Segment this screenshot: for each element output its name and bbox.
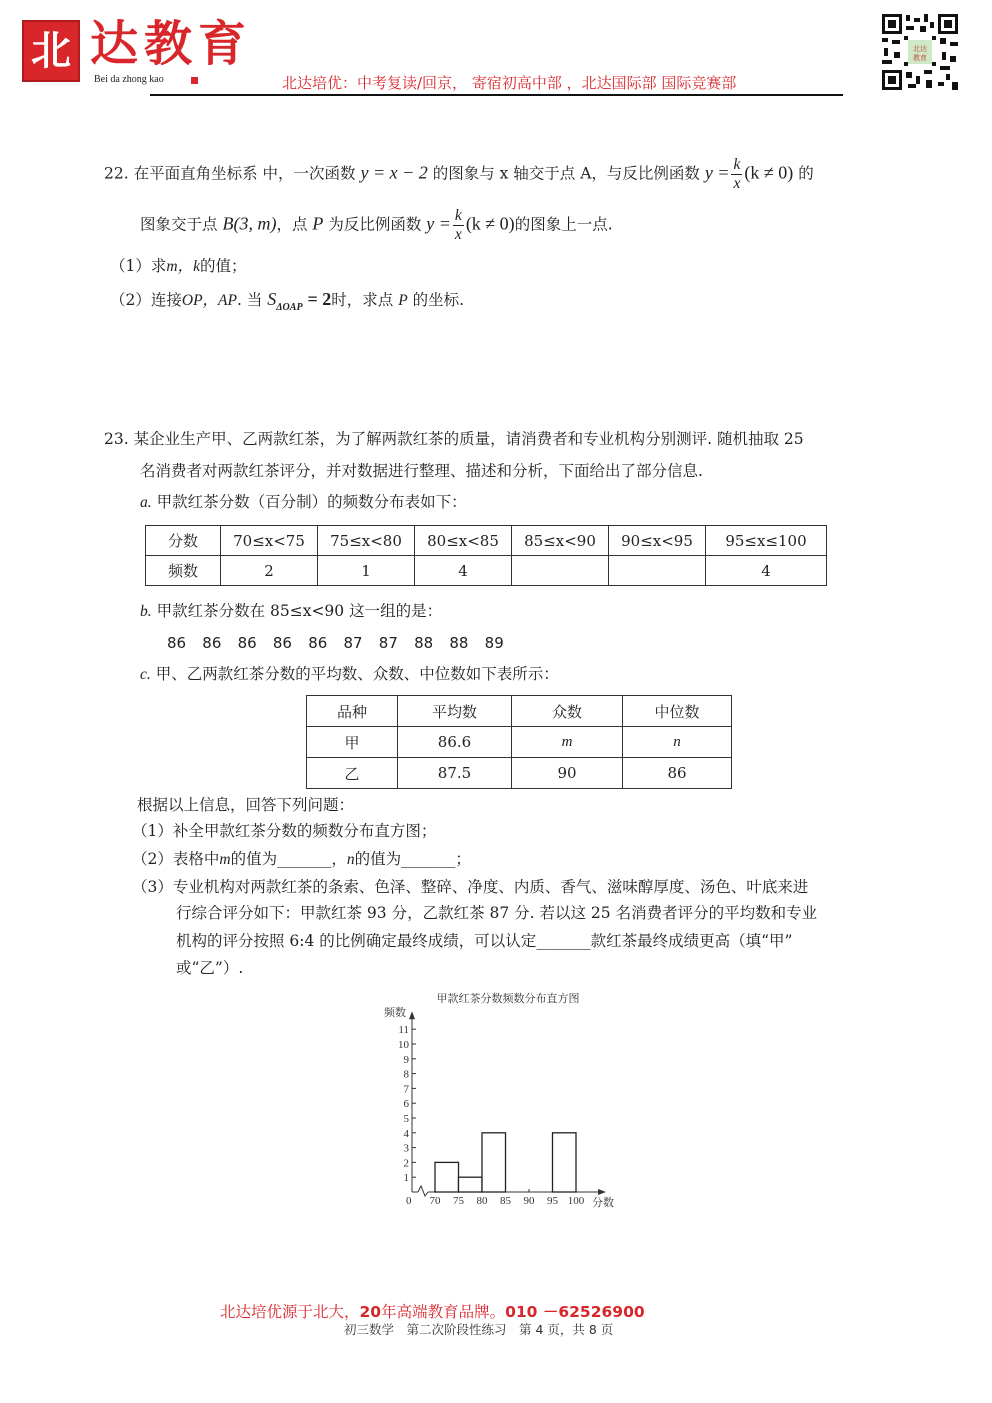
y-tick-label: 3 <box>403 1142 409 1155</box>
q22-fraction-2 <box>453 207 464 244</box>
fraction-denominator: x <box>733 175 741 192</box>
q22-text-a: 在平面直角坐标系 中，一次函数 <box>133 164 356 183</box>
b-value: 87 <box>378 634 398 652</box>
q23-q2-text-d: 的值为 <box>354 850 402 868</box>
footer-brand <box>220 1300 645 1322</box>
q22-sub2-label: （2）连接 <box>110 291 182 309</box>
q22-sub2-end: 的坐标. <box>412 291 465 309</box>
chart-title: 甲款红茶分数频数分布直方图 <box>436 992 580 1005</box>
q22-text-g: 的图象上一点. <box>514 215 613 234</box>
q23-line2: 名消费者对两款红茶评分，并对数据进行整理、描述和分析，下面给出了部分信息. <box>140 462 703 480</box>
svg-text:教育: 教育 <box>913 54 927 62</box>
b-value: 87 <box>343 634 363 652</box>
q22-fraction <box>731 156 742 193</box>
stats-table-header <box>307 696 732 727</box>
logo-mark: 北 <box>22 20 80 82</box>
y-tick-label: 8 <box>403 1068 409 1081</box>
q22-linear-function: y = x − 2 <box>360 162 428 183</box>
q23-question-intro: 根据以上信息，回答下列问题： <box>137 796 355 814</box>
q22-y-equals: y = <box>704 162 730 183</box>
q22-point-p-2: P <box>398 292 408 309</box>
q23-q2-text-c: ， <box>331 850 347 868</box>
y-tick-label: 7 <box>403 1083 409 1096</box>
table-cell-count: 4 <box>415 556 512 586</box>
q23-c-text: 甲、乙两款红茶分数的平均数、众数、中位数如下表所示： <box>155 665 559 683</box>
q23-q2-blank-m[interactable]: _______ <box>277 850 332 868</box>
q23-line1 <box>104 428 804 450</box>
q22-text-c: 的 <box>798 164 814 183</box>
stats-header-mean: 平均数 <box>398 696 512 727</box>
q23-a-text: 甲款红茶分数（百分制）的频数分布表如下： <box>156 493 467 511</box>
y-tick-label: 5 <box>403 1113 409 1125</box>
q22-point-b: B(3, m) <box>222 213 277 234</box>
q22-sub1-vars: m，k <box>166 258 200 275</box>
x-tick-label: 90 <box>523 1195 535 1207</box>
stats-header-median: 中位数 <box>623 696 732 727</box>
q23-c-label: c. <box>140 666 151 683</box>
q22-sub1-label: （1）求 <box>110 257 167 275</box>
x-axis-label: 分数 <box>592 1196 614 1209</box>
q23-part-b <box>140 600 442 623</box>
stats-header-variety: 品种 <box>307 696 398 727</box>
frequency-table-row-counts <box>146 556 827 586</box>
q22-text-d: 图象交于点 <box>140 215 218 234</box>
q22-sub1-tail: 的值； <box>199 257 247 275</box>
b-value: 86 <box>308 634 328 652</box>
table-cell-count: 2 <box>221 556 318 586</box>
table-cell-interval: 95≤x≤100 <box>706 526 827 556</box>
q23-q2-var-m: m <box>219 851 231 868</box>
stats-cell: 86 <box>623 758 732 789</box>
frequency-table-row-intervals <box>146 526 827 556</box>
q22-text-b: 的图象与 x 轴交于点 A，与反比例函数 <box>432 164 700 183</box>
stats-row-jia <box>307 727 732 758</box>
b-value: 88 <box>449 634 469 652</box>
q22-line2 <box>140 207 613 244</box>
footer-page-info: 初三数学 第二次阶段性练习 第 4 页，共 8 页 <box>344 1322 614 1337</box>
q23-question-3-line1: （3）专业机构对两款红茶的条索、色泽、整碎、净度、内质、香气、滋味醇厚度、汤色、叶底来进 <box>132 878 809 896</box>
stats-cell: 87.5 <box>398 758 512 789</box>
table-cell-interval: 80≤x<85 <box>415 526 512 556</box>
q22-sub1 <box>110 255 246 278</box>
stats-cell: 乙 <box>307 758 398 789</box>
logo-subtitle: Bei da zhong kao <box>94 74 164 85</box>
stats-cell: 甲 <box>307 727 398 758</box>
q23-q2-text-a: （2）表格中 <box>132 850 220 868</box>
y-tick-label: 2 <box>403 1157 409 1170</box>
q22-area-subscript: ΔOAP <box>276 302 303 313</box>
q23-q2-var-n: n <box>346 851 355 868</box>
q23-question-3-line3 <box>176 930 792 952</box>
chart-bars <box>435 1133 576 1192</box>
y-tick-label: 1 <box>403 1172 409 1185</box>
stats-header-mode: 众数 <box>512 696 623 727</box>
y-axis-arrow-icon <box>409 1011 415 1019</box>
y-tick-label: 6 <box>403 1098 409 1111</box>
q23-q3-text-a: 机构的评分按照 6:4 的比例确定最终成绩，可以认定 <box>176 932 537 950</box>
q23-q2-text-b: 的值为 <box>230 850 278 868</box>
q22-sub2-mid: . 当 <box>236 291 263 309</box>
q22-line1 <box>104 156 814 193</box>
table-cell-interval: 85≤x<90 <box>512 526 609 556</box>
axis-break-icon <box>418 1186 428 1196</box>
logo-text: 达教育 <box>90 16 253 72</box>
q23-a-label: a. <box>140 494 152 511</box>
table-header-frequency: 频数 <box>146 556 221 586</box>
y-axis-label: 频数 <box>384 1006 406 1019</box>
table-cell-interval: 75≤x<80 <box>318 526 415 556</box>
footer-brand-years: 20 <box>359 1303 382 1321</box>
frequency-table <box>145 525 827 586</box>
header-slogan: 北达培优：中考复读/回京， 寄宿初高中部 ，北达国际部 国际竞赛部 <box>282 74 737 92</box>
stats-cell: 90 <box>512 758 623 789</box>
q23-q2-blank-n[interactable]: _______ <box>401 850 456 868</box>
histogram-chart <box>370 985 630 1215</box>
q23-question-3-line2: 行综合评分如下：甲款红茶 93 分，乙款红茶 87 分. 若以这 25 名消费者评分的平均数和专业 <box>176 904 818 922</box>
stats-cell: n <box>623 727 732 758</box>
q22-area-symbol: S <box>267 289 277 309</box>
y-tick-label: 4 <box>403 1127 409 1140</box>
q23-b-label: b. <box>140 603 152 620</box>
origin-label: 0 <box>406 1195 412 1207</box>
x-tick-label: 100 <box>567 1195 585 1207</box>
histogram-bar <box>553 1133 577 1192</box>
b-value: 86 <box>237 634 257 652</box>
q22-sub2-tail: 时，求点 <box>331 291 394 309</box>
y-tick-label: 11 <box>398 1024 409 1037</box>
table-cell-count: 4 <box>706 556 827 586</box>
q23-question-1: （1）补全甲款红茶分数的频数分布直方图； <box>132 822 437 840</box>
qr-center-label: 北达 <box>913 45 927 53</box>
x-tick-label: 75 <box>453 1195 464 1207</box>
q23-number: 23. <box>104 430 129 448</box>
footer-phone: 010 －62526900 <box>505 1303 645 1321</box>
x-tick-label: 80 <box>476 1195 488 1207</box>
stats-row-yi <box>307 758 732 789</box>
q22-condition-2: (k ≠ 0) <box>465 213 515 234</box>
footer-brand-a: 北达培优源于北大， <box>220 1303 360 1321</box>
q23-part-c <box>140 663 559 686</box>
b-value: 86 <box>272 634 292 652</box>
q23-part-a <box>140 491 467 514</box>
table-cell-interval: 90≤x<95 <box>609 526 706 556</box>
q22-number: 22. <box>104 164 129 183</box>
table-cell-interval: 70≤x<75 <box>221 526 318 556</box>
table-cell-count-blank <box>512 556 609 586</box>
stats-table <box>306 695 732 789</box>
x-tick-label: 95 <box>547 1195 558 1207</box>
q22-text-f: 为反比例函数 <box>328 215 422 234</box>
table-cell-count-blank <box>609 556 706 586</box>
b-value: 89 <box>484 634 504 652</box>
qr-code-icon <box>880 12 960 92</box>
q23-text-1: 某企业生产甲、乙两款红茶，为了解两款红茶的质量，请消费者和专业机构分别测评. 随机抽取 25 <box>133 430 804 448</box>
q23-b-text: 甲款红茶分数在 85≤x<90 这一组的是： <box>156 602 443 620</box>
q23-q3-blank[interactable]: _______ <box>536 932 591 950</box>
q23-q3-text-b: 款红茶最终成绩更高（填“甲” <box>590 932 793 950</box>
stats-cell: m <box>512 727 623 758</box>
q23-q2-text-e: ； <box>455 850 471 868</box>
fraction-denominator: x <box>454 226 462 243</box>
histogram-bar <box>482 1133 506 1192</box>
histogram-bar <box>459 1177 483 1192</box>
q23-question-2 <box>132 848 471 871</box>
table-header-score: 分数 <box>146 526 221 556</box>
q22-area-value: = 2 <box>307 289 332 309</box>
stats-cell: 86.6 <box>398 727 512 758</box>
footer-brand-c: 年高端教育品牌。 <box>381 1303 506 1321</box>
histogram-bar <box>435 1162 459 1192</box>
q23-b-values <box>167 632 520 654</box>
q23-question-3-line4: 或“乙”）. <box>176 959 244 977</box>
q22-text-e: ，点 <box>276 215 308 234</box>
q22-y-equals-2: y = <box>426 213 451 234</box>
header-divider <box>150 94 843 96</box>
q22-point-p: P <box>312 213 324 234</box>
y-tick-label: 10 <box>398 1039 409 1051</box>
x-tick-label: 85 <box>500 1195 511 1207</box>
x-tick-label: 70 <box>429 1195 441 1207</box>
fraction-numerator: k <box>733 156 741 173</box>
fraction-numerator: k <box>454 207 462 224</box>
table-cell-count: 1 <box>318 556 415 586</box>
b-value: 88 <box>414 634 434 652</box>
q22-condition: (k ≠ 0) <box>744 162 794 183</box>
b-value: 86 <box>202 634 222 652</box>
y-tick-label: 9 <box>403 1053 409 1066</box>
q22-sub2 <box>110 288 464 319</box>
x-axis-arrow-icon <box>598 1189 606 1195</box>
b-value: 86 <box>167 634 187 652</box>
q22-sub2-vars: OP，AP <box>181 292 237 309</box>
logo-square <box>191 77 198 84</box>
